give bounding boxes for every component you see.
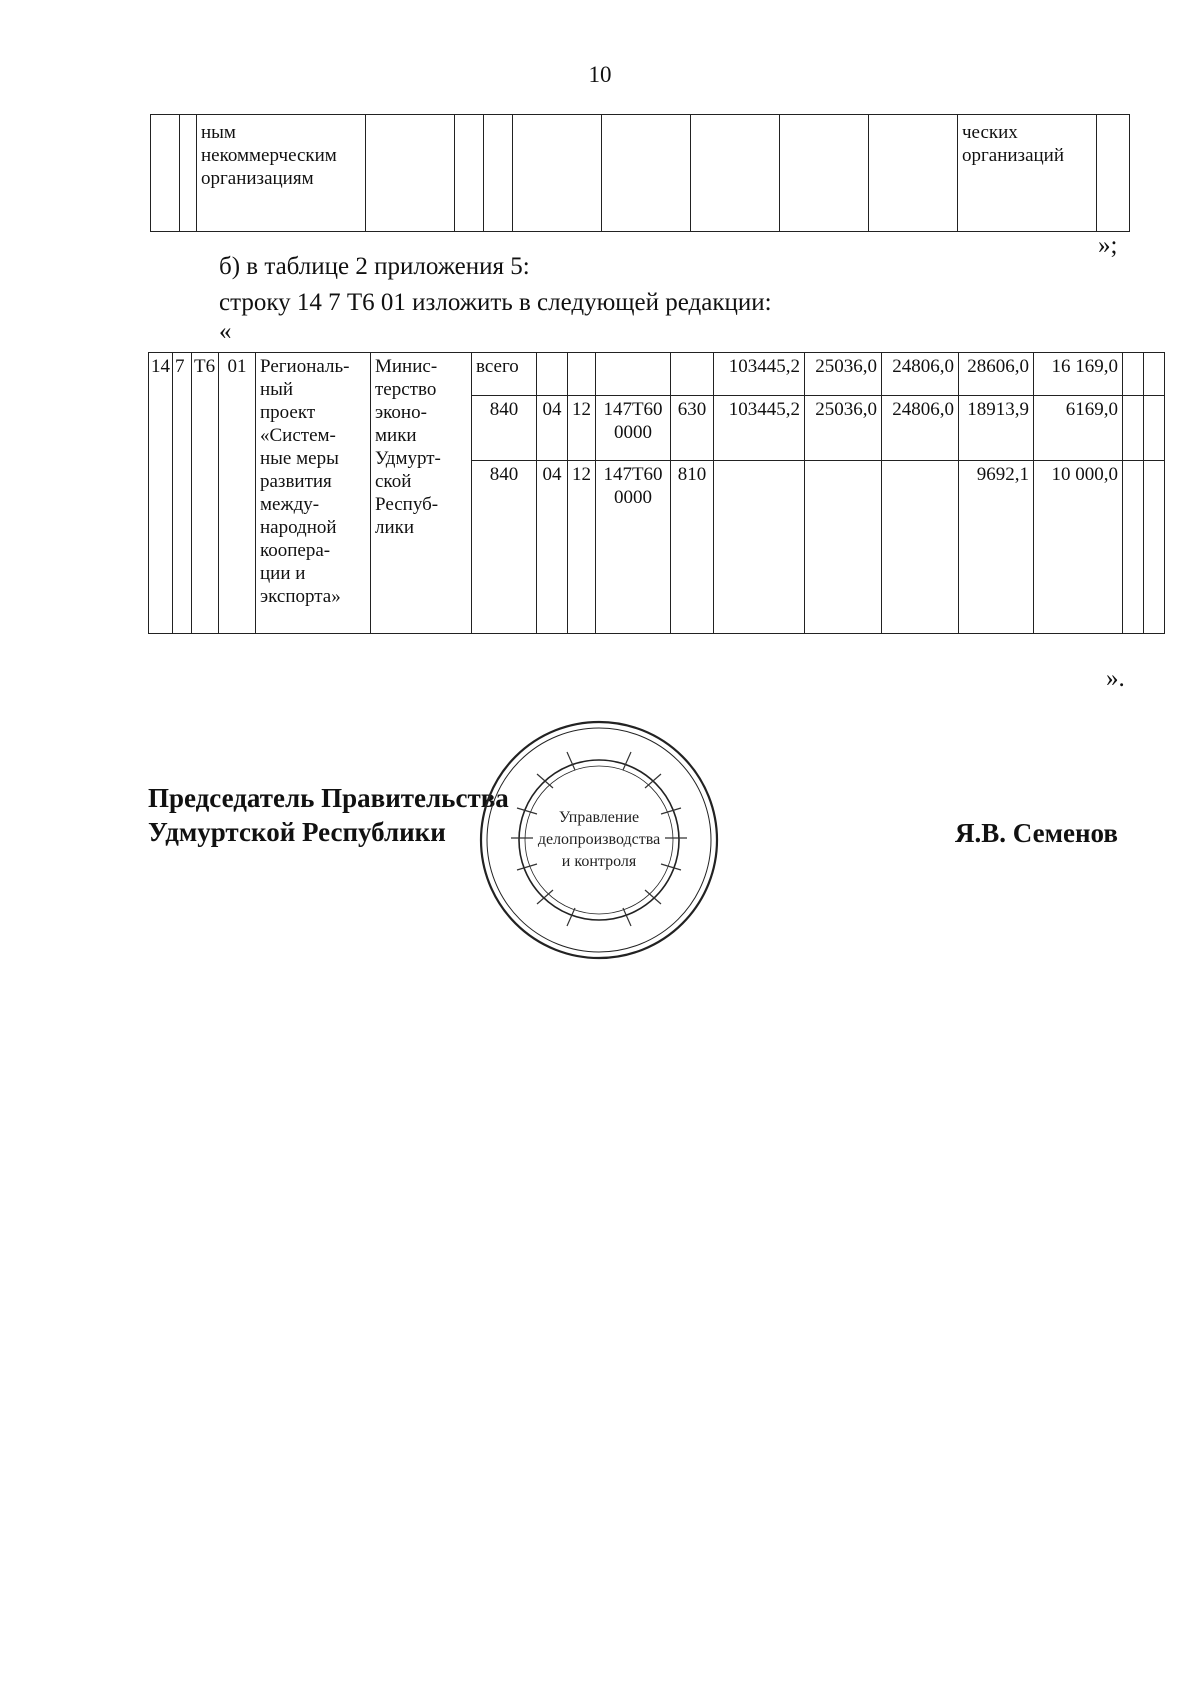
table-cell-value <box>805 461 882 634</box>
table-cell <box>1123 396 1144 461</box>
project-name-line: «Систем- <box>260 425 336 446</box>
table-cell-rz: 04 <box>537 396 568 461</box>
table-cell-code: 7 <box>173 353 192 634</box>
table-cell-name <box>256 353 371 634</box>
project-name-line: коопера- <box>260 540 331 561</box>
table-cell-target: ческих организаций <box>958 115 1097 232</box>
table-cell-vr: 810 <box>671 461 714 634</box>
executor-name-line: мики <box>375 425 417 446</box>
table-cell <box>151 115 180 232</box>
executor-name-line: Минис- <box>375 356 438 377</box>
table-cell-rz: 04 <box>537 461 568 634</box>
table-cell <box>180 115 197 232</box>
table-program-row <box>148 352 1165 634</box>
table-cell-value: 103445,2 <box>714 353 805 396</box>
stamp-text: делопроизводства <box>537 831 661 848</box>
closing-quote: »; <box>1098 232 1118 259</box>
table-row <box>149 353 1165 396</box>
project-name-line: экспорта» <box>260 586 341 607</box>
project-name <box>260 355 366 608</box>
project-name-line: ции и <box>260 563 306 584</box>
table-cell-grbs: всего <box>472 353 537 396</box>
table-cell-pr <box>568 353 596 396</box>
table-cell <box>484 115 513 232</box>
table-cell <box>1144 396 1165 461</box>
paragraph: б) в таблице 2 приложения 5: <box>219 253 530 280</box>
opening-quote: « <box>219 318 232 345</box>
table-cell-executor <box>371 353 472 634</box>
table-cell-value: 24806,0 <box>882 396 959 461</box>
table-cell-csr: 147Т60 0000 <box>596 396 671 461</box>
table-cell-value: 10 000,0 <box>1034 461 1123 634</box>
executor-name-line: лики <box>375 517 415 538</box>
table-cell-name: ным некоммерческим организациям <box>197 115 366 232</box>
table-cell-value: 25036,0 <box>805 396 882 461</box>
signatory-name: Я.В. Семенов <box>955 818 1118 848</box>
table-cell <box>691 115 780 232</box>
table-cell <box>1123 461 1144 634</box>
table-cell-pr: 12 <box>568 461 596 634</box>
table-cell <box>513 115 602 232</box>
table-cell-vr <box>671 353 714 396</box>
table-cell <box>602 115 691 232</box>
stamp-text: Управление <box>558 809 640 826</box>
table-cell <box>366 115 455 232</box>
stamp-text: и контроля <box>561 853 637 870</box>
table-cell-grbs: 840 <box>472 396 537 461</box>
executor-name <box>375 355 467 539</box>
table-cell <box>455 115 484 232</box>
table-cell-grbs: 840 <box>472 461 537 634</box>
executor-name-line: терство <box>375 379 437 400</box>
project-name-line: развития <box>260 471 332 492</box>
signatory-title-line: Удмуртской Республики <box>148 817 446 847</box>
table-cell-value <box>882 461 959 634</box>
table-cell <box>1097 115 1130 232</box>
executor-name-line: эконо- <box>375 402 427 423</box>
table-cell-value: 25036,0 <box>805 353 882 396</box>
table-cell-code: 14 <box>149 353 173 634</box>
table-cell <box>1123 353 1144 396</box>
table-cell-pr: 12 <box>568 396 596 461</box>
project-name-line: народной <box>260 517 337 538</box>
project-name-line: ные меры <box>260 448 339 469</box>
table-cell-code: Т6 <box>192 353 219 634</box>
table-cell <box>780 115 869 232</box>
table-cell-value: 18913,9 <box>959 396 1034 461</box>
table-cell <box>869 115 958 232</box>
table-cell <box>1144 461 1165 634</box>
table-cell-value <box>714 461 805 634</box>
table-cell-csr <box>596 353 671 396</box>
table-cell-value: 24806,0 <box>882 353 959 396</box>
table-cell-code: 01 <box>219 353 256 634</box>
table-cell-value: 6169,0 <box>1034 396 1123 461</box>
project-name-line: между- <box>260 494 320 515</box>
signatory-title <box>148 781 509 849</box>
table-cell-value: 9692,1 <box>959 461 1034 634</box>
official-seal-stamp <box>477 718 721 962</box>
closing-quote: ». <box>1106 665 1125 692</box>
table-cell-csr: 147Т60 0000 <box>596 461 671 634</box>
executor-name-line: Респуб- <box>375 494 439 515</box>
executor-name-line: ской <box>375 471 412 492</box>
project-name-line: проект <box>260 402 316 423</box>
signatory-title-line: Председатель Правительства <box>148 783 509 813</box>
table-cell-vr: 630 <box>671 396 714 461</box>
table-cell-rz <box>537 353 568 396</box>
page-number: 10 <box>588 62 612 87</box>
table-continuation <box>150 114 1130 232</box>
table-cell-value: 28606,0 <box>959 353 1034 396</box>
executor-name-line: Удмурт- <box>375 448 441 469</box>
table-row <box>151 115 1130 232</box>
table-cell-value: 103445,2 <box>714 396 805 461</box>
paragraph: строку 14 7 Т6 01 изложить в следующей редакции: <box>219 289 772 316</box>
table-cell <box>1144 353 1165 396</box>
project-name-line: Региональ- <box>260 356 350 377</box>
project-name-line: ный <box>260 379 294 400</box>
table-cell-value: 16 169,0 <box>1034 353 1123 396</box>
